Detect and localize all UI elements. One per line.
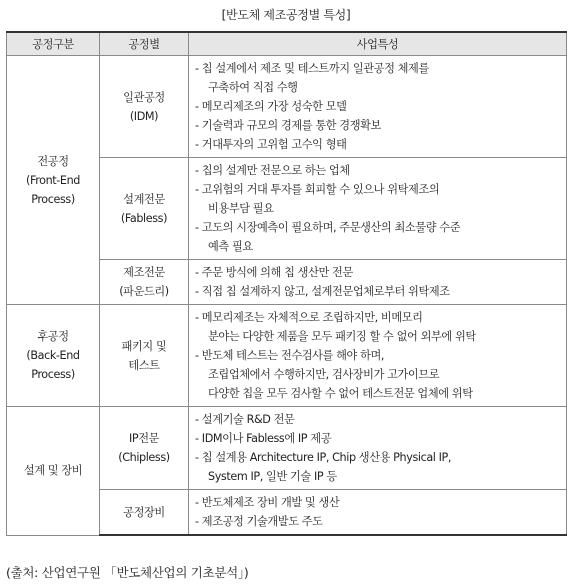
process-text: 설계전문: [123, 192, 165, 206]
category-text: Process): [31, 192, 75, 206]
business-line: 다양한 칩을 모두 검사할 수 없어 테스트전문 업체에 위탁: [208, 387, 473, 400]
business-line: - 메모리제조의 가장 성숙한 모델: [195, 100, 347, 113]
business-line: 예측 필요: [208, 240, 253, 253]
business-line: 구축하여 직접 수행: [208, 81, 298, 94]
process-text: (파운드리): [119, 285, 169, 298]
business-line: - 반도체 테스트는 전수검사를 해야 하며,: [195, 349, 385, 362]
business-line: 조립업체에서 수행하지만, 검사장비가 고가이므로: [208, 368, 440, 381]
process-text: 테스트: [128, 358, 160, 372]
process-text: IP전문: [128, 432, 160, 445]
business-line: - 거대투자의 고위험 고수익 형태: [195, 138, 347, 151]
category-cell: [7, 407, 100, 536]
business-line: - 칩 설계용 Architecture IP, Chip 생산용 Physical IP,: [195, 451, 452, 464]
process-table: [6, 31, 567, 536]
business-line: 분야는 다양한 제품을 모두 패키징 할 수 없어 외부에 위탁: [208, 330, 476, 343]
process-cell: [100, 56, 189, 158]
process-text: (Chipless): [118, 451, 170, 464]
category-text: 후공정: [37, 330, 69, 343]
process-text: (Fabless): [120, 211, 168, 225]
process-cell: [100, 260, 189, 305]
business-line: - 기술력과 규모의 경제를 통한 경쟁확보: [195, 119, 381, 132]
header-process: 공정별: [100, 32, 189, 56]
process-cell: [100, 305, 189, 407]
category-cell: [7, 56, 100, 305]
category-text: 전공정: [37, 154, 69, 168]
table-row: [7, 56, 567, 158]
process-text: 제조전문: [123, 266, 165, 279]
business-line: - 제조공정 기술개발도 주도: [195, 515, 323, 528]
category-text: (Front-End: [26, 173, 80, 187]
table-row: [7, 305, 567, 407]
process-text: 공정장비: [123, 505, 165, 519]
business-line: - 직접 칩 설계하지 않고, 설계전문업체로부터 위탁제조: [195, 285, 450, 298]
process-cell: [100, 407, 189, 490]
category-text: 설계 및 장비: [23, 464, 83, 478]
business-cell: [189, 407, 567, 490]
business-line: System IP, 일반 기술 IP 등: [208, 470, 337, 483]
business-line: - 고위험의 거대 투자를 회피할 수 있으나 위탁제조의: [195, 183, 440, 196]
business-cell: [189, 490, 567, 536]
business-line: - 반도체제조 장비 개발 및 생산: [195, 496, 340, 509]
header-row: [7, 32, 567, 56]
business-line: - 칩의 설계만 전문으로 하는 업체: [195, 164, 350, 177]
process-cell: [100, 490, 189, 536]
category-cell: [7, 305, 100, 407]
table-row: [7, 407, 567, 490]
table-caption: [반도체 제조공정별 특성]: [221, 8, 351, 22]
business-line: 비용부담 필요: [208, 202, 274, 215]
process-text: 패키지 및: [121, 339, 167, 353]
business-line: - IDM이나 Fabless에 IP 제공: [195, 432, 332, 445]
business-cell: [189, 260, 567, 305]
business-line: - 칩 설계에서 제조 및 테스트까지 일관공정 체제를: [195, 62, 429, 75]
process-cell: [100, 158, 189, 260]
process-text: 일관공정: [123, 90, 165, 104]
header-category: 공정구분: [7, 32, 100, 56]
business-cell: [189, 56, 567, 158]
category-text: (Back-End: [26, 349, 80, 362]
business-line: - 고도의 시장예측이 필요하며, 주문생산의 최소물량 수준: [195, 221, 461, 234]
business-line: - 주문 방식에 의해 칩 생산만 전문: [195, 266, 353, 279]
source-note: (출처: 산업연구원 「반도체산업의 기초분석」): [6, 565, 249, 580]
business-cell: [189, 305, 567, 407]
business-line: - 설계기술 R&D 전문: [195, 413, 295, 426]
header-business: 사업특성: [189, 32, 567, 56]
process-text: (IDM): [129, 109, 159, 123]
table-body: [7, 56, 567, 536]
business-cell: [189, 158, 567, 260]
business-line: - 메모리제조는 자체적으로 조립하지만, 비메모리: [195, 311, 423, 324]
category-text: Process): [31, 368, 75, 381]
